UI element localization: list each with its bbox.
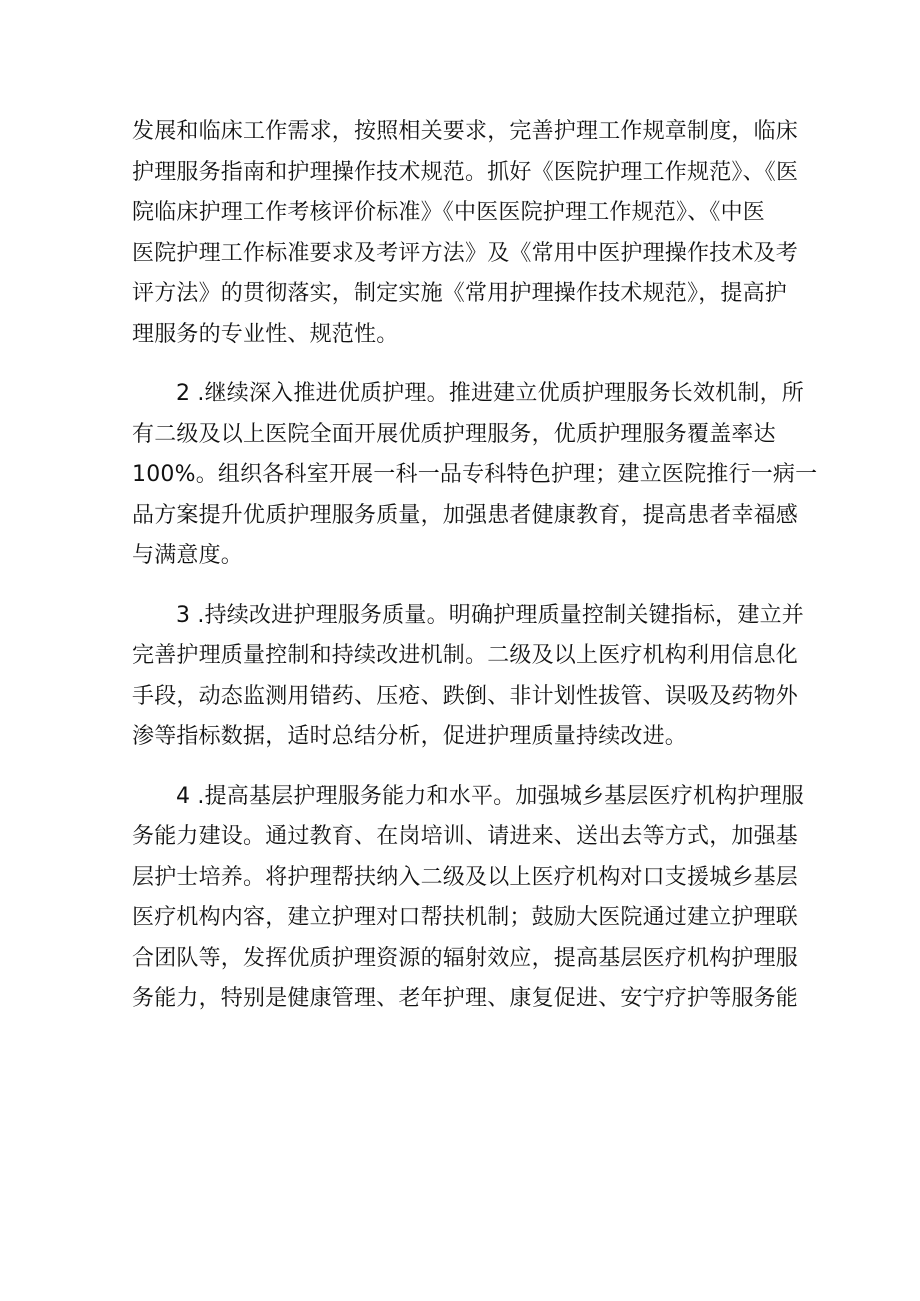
text-line: 100%。组织各科室开展一科一品专科特色护理；建立医院推行一病一 <box>132 462 818 487</box>
text-line: 评方法》的贯彻落实，制定实施《常用护理操作技术规范》，提高护 <box>132 281 788 306</box>
text-line: 护理服务指南和护理操作技术规范。抓好《医院护理工作规范》、《医 <box>132 159 799 185</box>
text-line: 品方案提升优质护理服务质量，加强患者健康教育，提高患者幸福感 <box>132 502 799 528</box>
text-line: 有二级及以上医院全面开展优质护理服务，优质护理服务覆盖率达 <box>132 421 776 447</box>
paragraph-item-4 <box>132 777 804 1020</box>
text-line: 完善护理质量控制和持续改进机制。二级及以上医疗机构利用信息化 <box>132 643 799 668</box>
text-line: 医院护理工作标准要求及考评方法》及《常用中医护理操作技术及考 <box>132 240 799 266</box>
text-line: 理服务的专业性、规范性。 <box>132 321 399 347</box>
paragraph-item-2 <box>132 374 818 577</box>
paragraph-item-3 <box>132 596 804 758</box>
text-line: 院临床护理工作考核评价标准》《中医医院护理工作规范》、《中医 <box>132 200 766 225</box>
text-line: 层护士培养。将护理帮扶纳入二级及以上医疗机构对口支援城乡基层 <box>132 864 799 890</box>
text-line: 渗等指标数据，适时总结分析，促进护理质量持续改进。 <box>132 724 688 749</box>
text-line-first: 4 .提高基层护理服务能力和水平。加强城乡基层医疗机构护理服 <box>176 783 804 809</box>
text-line: 与满意度。 <box>132 543 244 568</box>
paragraph-nursing-standards <box>132 112 799 355</box>
text-line: 务能力，特别是健康管理、老年护理、康复促进、安宁疗护等服务能 <box>132 986 799 1011</box>
text-line: 医疗机构内容，建立护理对口帮扶机制；鼓励大医院通过建立护理联 <box>132 905 799 930</box>
text-line: 合团队等，发挥优质护理资源的辐射效应，提高基层医疗机构护理服 <box>132 945 799 971</box>
document-body <box>132 112 818 1039</box>
text-line: 发展和临床工作需求，按照相关要求，完善护理工作规章制度，临床 <box>132 119 799 144</box>
text-line: 务能力建设。通过教育、在岗培训、请进来、送出去等方式，加强基 <box>132 824 799 849</box>
text-line-first: 2 .继续深入推进优质护理。推进建立优质护理服务长效机制，所 <box>176 381 804 406</box>
text-line-first: 3 .持续改进护理服务质量。明确护理质量控制关键指标，建立并 <box>176 602 804 628</box>
text-line: 手段，动态监测用错药、压疮、跌倒、非计划性拔管、误吸及药物外 <box>132 683 799 709</box>
